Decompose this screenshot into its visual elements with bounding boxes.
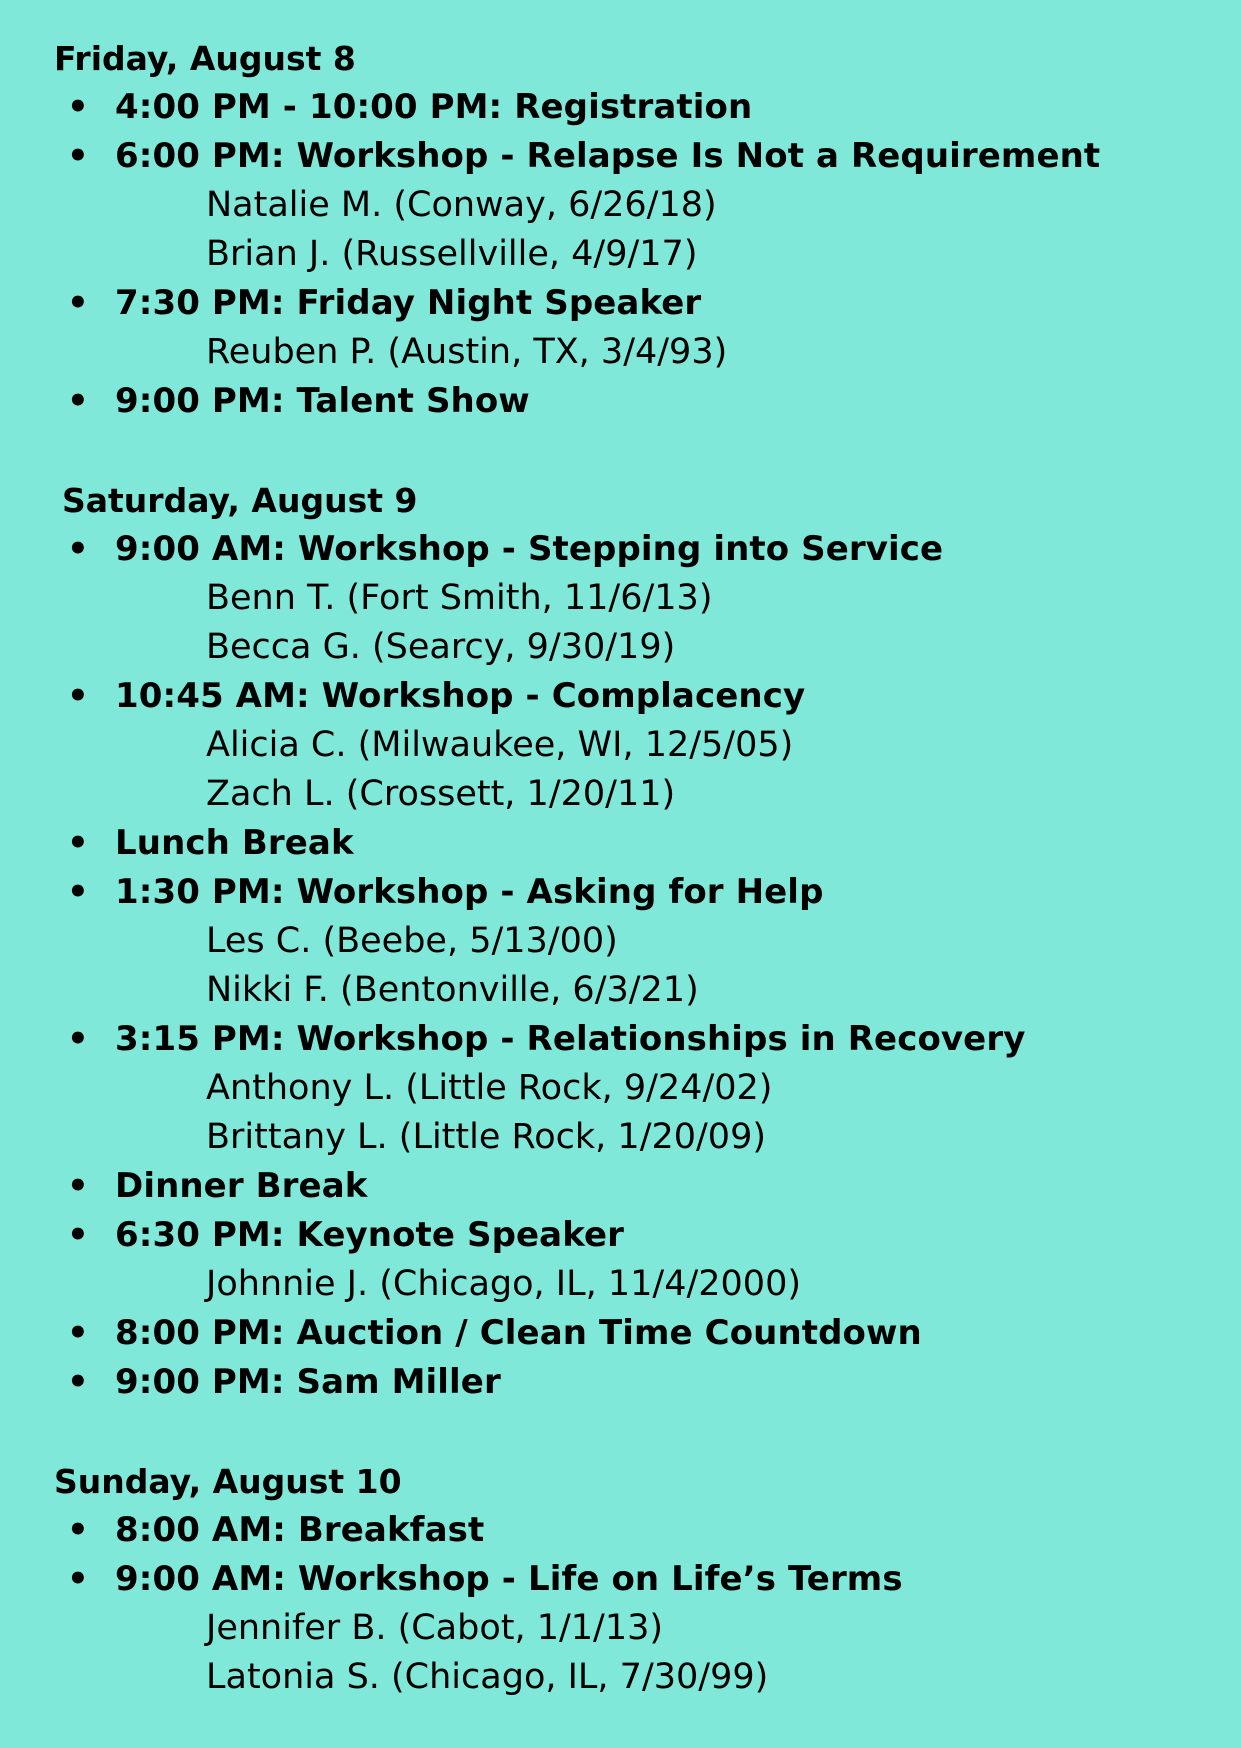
- event-title: 9:00 PM: Talent Show: [115, 381, 530, 421]
- speaker-line: Latonia S. (Chicago, IL, 7/30/99): [206, 1657, 769, 1697]
- event-item: [0, 1162, 1241, 1211]
- event-item: [0, 1015, 1241, 1162]
- event-list: [0, 525, 1241, 1407]
- day-heading: Saturday, August 9: [62, 481, 418, 520]
- bullet-icon: •: [67, 872, 89, 912]
- bullet-icon: •: [67, 1215, 89, 1255]
- bullet-icon: •: [67, 1559, 89, 1599]
- speaker-line: Reuben P. (Austin, TX, 3/4/93): [206, 332, 728, 372]
- bullet-icon: •: [67, 1166, 89, 1206]
- speaker-line: Les C. (Beebe, 5/13/00): [206, 921, 618, 961]
- event-title: Dinner Break: [115, 1166, 368, 1206]
- bullet-icon: •: [67, 1362, 89, 1402]
- event-list: [0, 83, 1241, 426]
- bullet-icon: •: [67, 529, 89, 569]
- bullet-icon: •: [67, 87, 89, 127]
- event-title: 9:00 AM: Workshop - Stepping into Service: [115, 529, 944, 569]
- event-title: 6:00 PM: Workshop - Relapse Is Not a Requirement: [115, 136, 1101, 176]
- speaker-line: Alicia C. (Milwaukee, WI, 12/5/05): [206, 725, 794, 765]
- event-item: [0, 525, 1241, 672]
- bullet-icon: •: [67, 283, 89, 323]
- day-heading: Friday, August 8: [54, 39, 356, 78]
- event-item: [0, 868, 1241, 1015]
- bullet-icon: •: [67, 1019, 89, 1059]
- event-title: 8:00 AM: Breakfast: [115, 1510, 485, 1550]
- day-heading: Sunday, August 10: [54, 1462, 402, 1501]
- event-title: 4:00 PM - 10:00 PM: Registration: [115, 87, 753, 127]
- speaker-line: Nikki F. (Bentonville, 6/3/21): [206, 970, 699, 1010]
- event-title: 9:00 PM: Sam Miller: [115, 1362, 501, 1402]
- event-item: [0, 1555, 1241, 1702]
- event-title: 7:30 PM: Friday Night Speaker: [115, 283, 702, 323]
- bullet-icon: •: [67, 676, 89, 716]
- event-item: [0, 83, 1241, 132]
- event-item: [0, 672, 1241, 819]
- speaker-line: Zach L. (Crossett, 1/20/11): [206, 774, 676, 814]
- event-item: [0, 1211, 1241, 1309]
- speaker-line: Becca G. (Searcy, 9/30/19): [206, 627, 676, 667]
- bullet-icon: •: [67, 823, 89, 863]
- event-title: 10:45 AM: Workshop - Complacency: [115, 676, 806, 716]
- day-saturday: [0, 476, 1241, 1407]
- event-item: [0, 1506, 1241, 1555]
- event-list: [0, 1506, 1241, 1702]
- speaker-line: Jennifer B. (Cabot, 1/1/13): [206, 1608, 664, 1648]
- event-item: [0, 132, 1241, 279]
- event-title: Lunch Break: [115, 823, 354, 863]
- event-title: 8:00 PM: Auction / Clean Time Countdown: [115, 1313, 922, 1353]
- speaker-line: Brian J. (Russellville, 4/9/17): [206, 234, 698, 274]
- event-title: 9:00 AM: Workshop - Life on Life’s Terms: [115, 1559, 903, 1599]
- event-item: [0, 819, 1241, 868]
- event-title: 3:15 PM: Workshop - Relationships in Recovery: [115, 1019, 1026, 1059]
- speaker-line: Brittany L. (Little Rock, 1/20/09): [206, 1117, 766, 1157]
- event-item: [0, 1309, 1241, 1358]
- event-title: 6:30 PM: Keynote Speaker: [115, 1215, 625, 1255]
- day-sunday: [0, 1457, 1241, 1702]
- speaker-line: Anthony L. (Little Rock, 9/24/02): [206, 1068, 773, 1108]
- speaker-line: Benn T. (Fort Smith, 11/6/13): [206, 578, 713, 618]
- event-item: [0, 279, 1241, 377]
- bullet-icon: •: [67, 381, 89, 421]
- event-title: 1:30 PM: Workshop - Asking for Help: [115, 872, 824, 912]
- day-friday: [0, 34, 1241, 426]
- speaker-line: Johnnie J. (Chicago, IL, 11/4/2000): [206, 1264, 801, 1304]
- bullet-icon: •: [67, 1510, 89, 1550]
- event-item: [0, 1358, 1241, 1407]
- speaker-line: Natalie M. (Conway, 6/26/18): [206, 185, 717, 225]
- bullet-icon: •: [67, 136, 89, 176]
- event-item: [0, 377, 1241, 426]
- bullet-icon: •: [67, 1313, 89, 1353]
